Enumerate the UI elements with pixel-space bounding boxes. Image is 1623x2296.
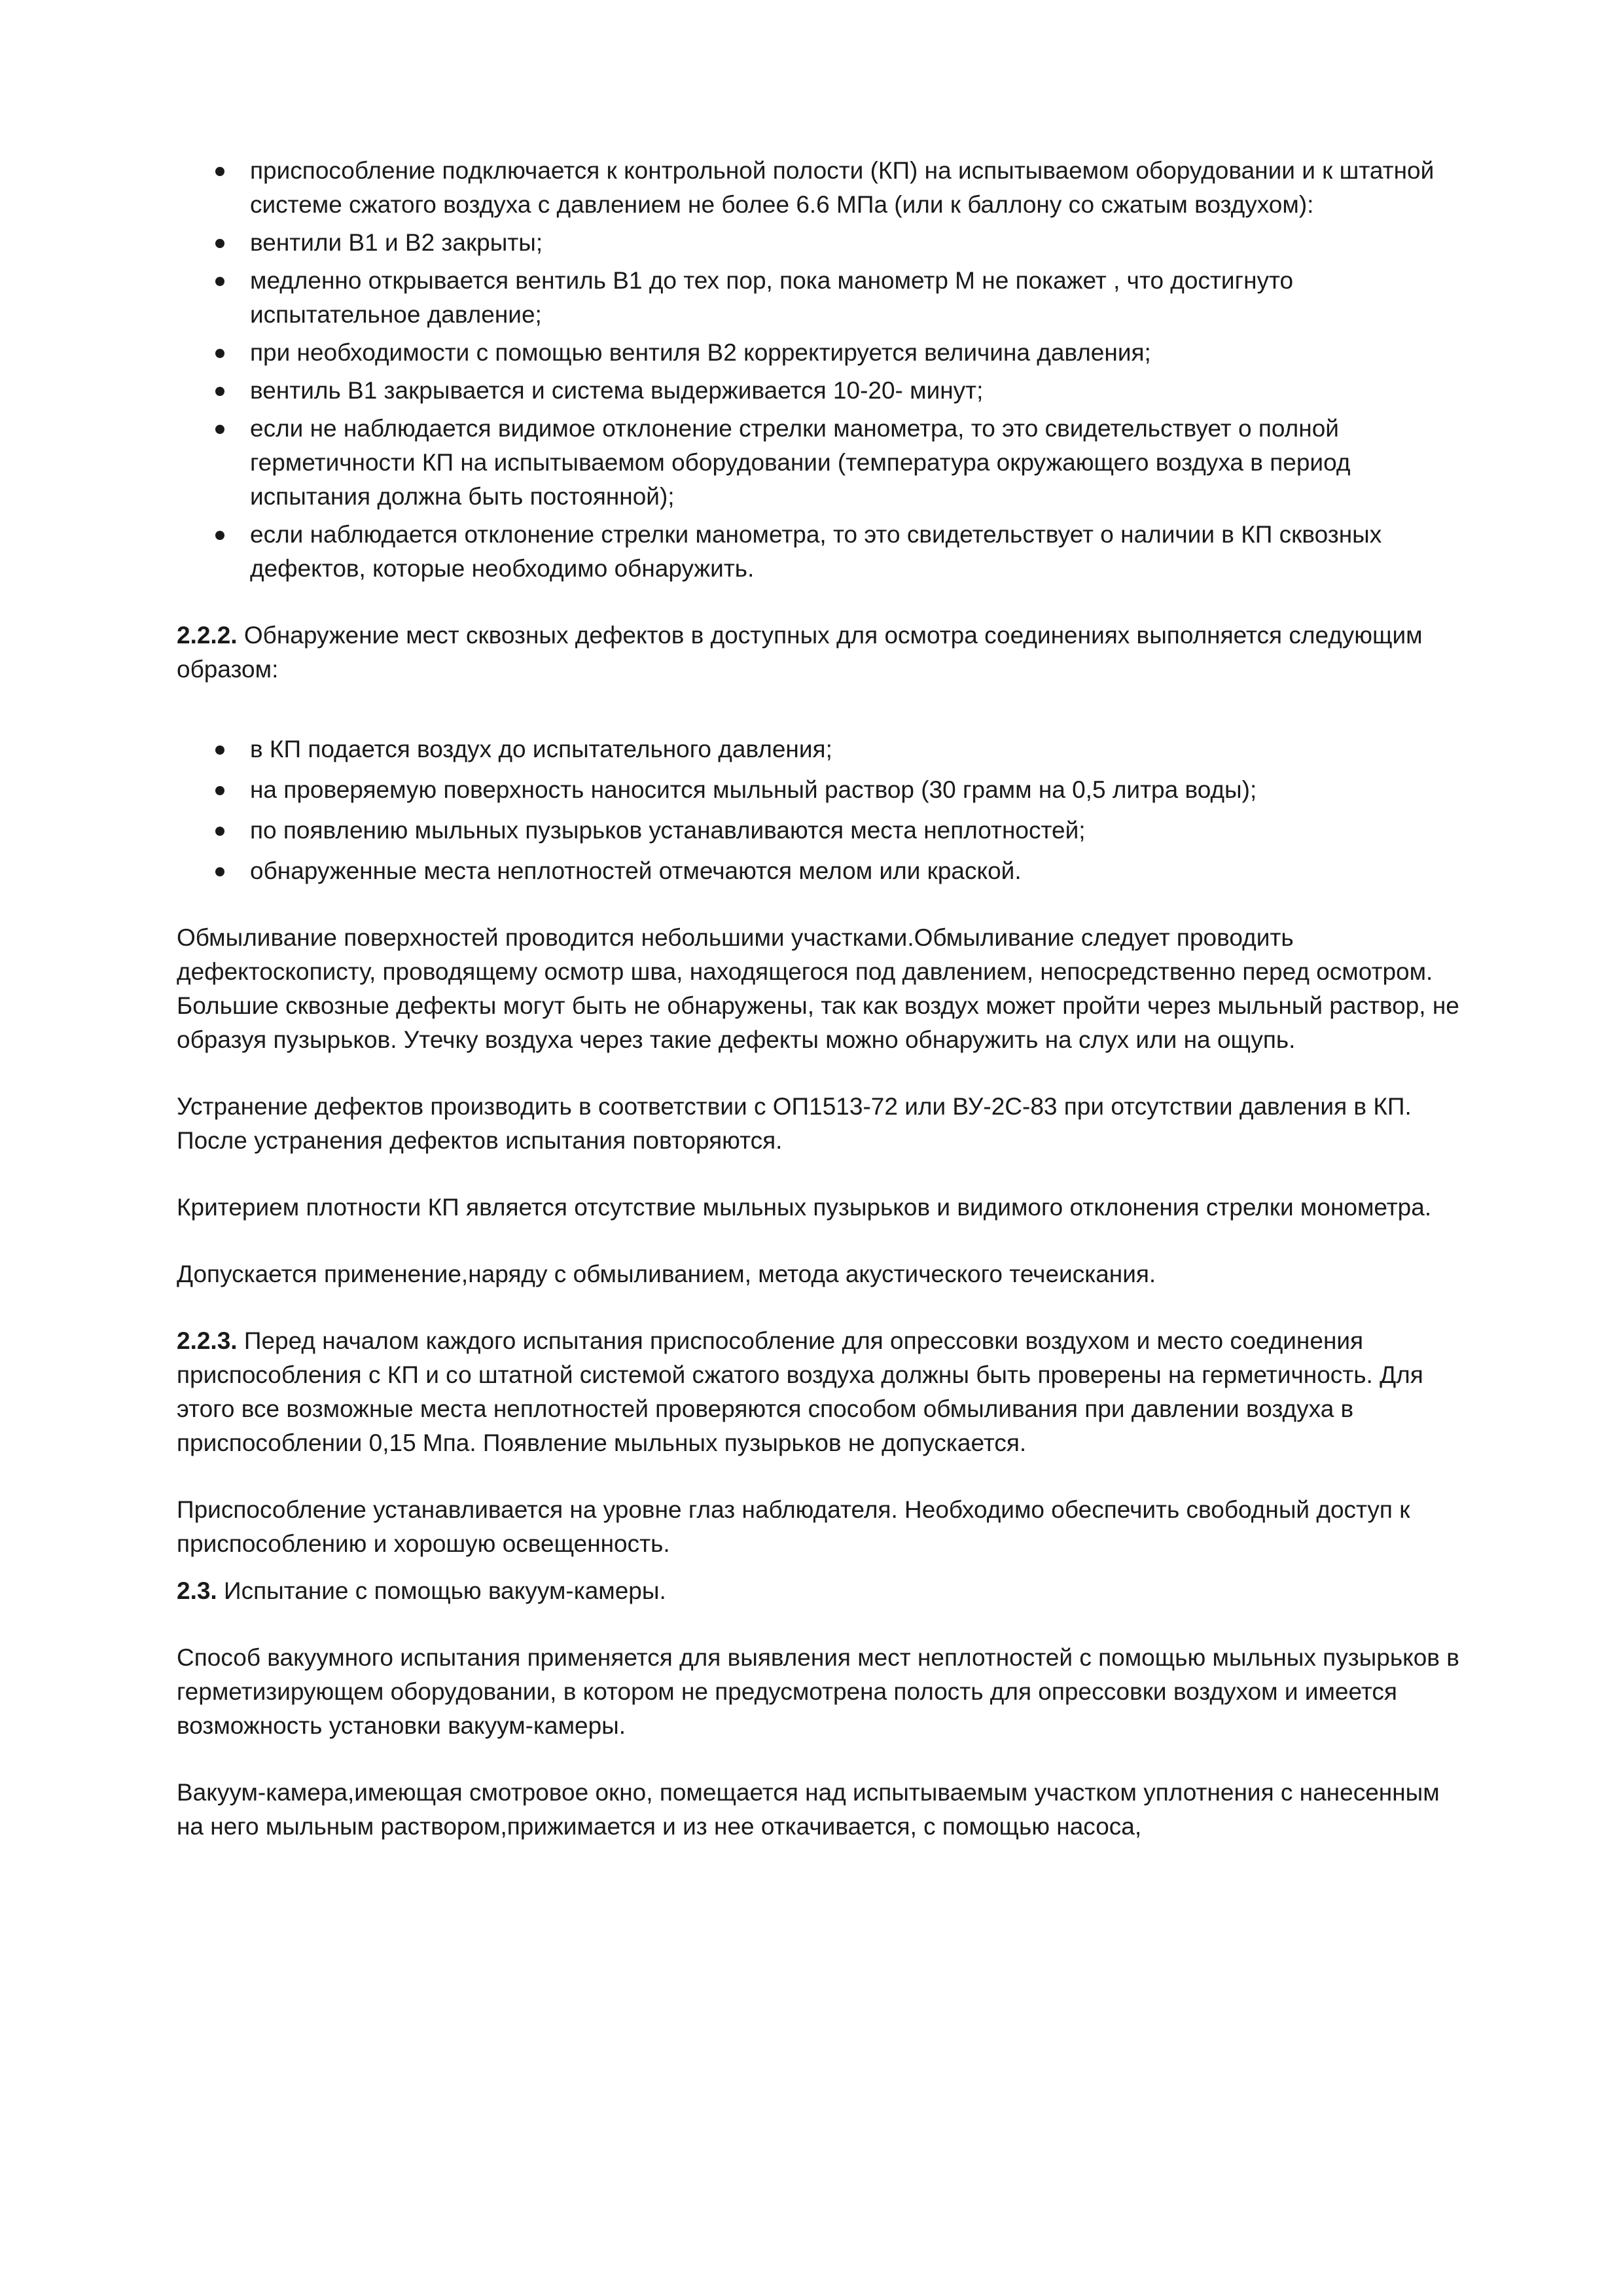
section-number: 2.3. — [177, 1577, 217, 1604]
section-2-3 — [177, 1574, 1459, 1608]
paragraph-device-placement: Приспособление устанавливается на уровне глаз наблюдателя. Необходимо обеспечить свободный доступ к приспособлению и хорошую освещенность. — [177, 1496, 1410, 1557]
list-item: если наблюдается отклонение стрелки манометра, то это свидетельствует о наличии в КП сквозных дефектов, которые необходимо обнаружить. — [177, 518, 1459, 586]
section-number: 2.2.3. — [177, 1327, 238, 1354]
list-item: приспособление подключается к контрольной полости (КП) на испытываемом оборудовании и к штатной системе сжатого воздуха с давлением не более 6.6 МПа (или к баллону со сжатым воздухом): — [177, 154, 1459, 222]
defect-detection-list — [177, 732, 1459, 888]
section-text: Перед началом каждого испытания приспособление для опрессовки воздухом и место соединения приспособления с КП и со штатной системой сжатого воздуха должны быть проверены на герметичность. Для этого все возможные места неплотностей проверяются способом обмыливания при давлении воздуха в приспособлении 0,15 Мпа. Появление мыльных пузырьков не допускается. — [177, 1327, 1423, 1456]
list-item: в КП подается воздух до испытательного давления; — [177, 732, 1459, 766]
section-2-2-3 — [177, 1324, 1459, 1460]
section-text: Испытание с помощью вакуум-камеры. — [217, 1577, 666, 1604]
list-item: обнаруженные места неплотностей отмечаются мелом или краской. — [177, 854, 1459, 888]
section-2-2-2 — [177, 619, 1459, 687]
list-item: если не наблюдается видимое отклонение стрелки манометра, то это свидетельствует о полной герметичности КП на испытываемом оборудовании (температура окружающего воздуха в период испытания должна быть постоянной); — [177, 412, 1459, 514]
paragraph-soaping: Обмыливание поверхностей проводится небольшими участками.Обмыливание следует проводить дефектоскописту, проводящему осмотр шва, находящегося под давлением, непосредственно перед осмотром. Большие сквозные дефекты могут быть не обнаружены, так как воздух может пройти через мыльный раствор, не образуя пузырьков. Утечку воздуха через такие дефекты можно обнаружить на слух или на ощупь. — [177, 924, 1459, 1053]
list-item: по появлению мыльных пузырьков устанавливаются места неплотностей; — [177, 814, 1459, 848]
list-item: при необходимости с помощью вентиля В2 корректируется величина давления; — [177, 336, 1459, 370]
section-text: Обнаружение мест сквозных дефектов в доступных для осмотра соединениях выполняется следующим образом: — [177, 622, 1423, 683]
document-body — [177, 154, 1459, 1876]
section-number: 2.2.2. — [177, 622, 238, 649]
paragraph-acoustic-method: Допускается применение,наряду с обмыливанием, метода акустического течеискания. — [177, 1261, 1156, 1287]
list-item: вентили В1 и В2 закрыты; — [177, 226, 1459, 260]
paragraph-defect-removal: Устранение дефектов производить в соответствии с ОП1513-72 или ВУ-2С-83 при отсутствии давления в КП. После устранения дефектов испытания повторяются. — [177, 1093, 1412, 1154]
paragraph-vacuum-chamber: Вакуум-камера,имеющая смотровое окно, помещается над испытываемым участком уплотнения с нанесенным на него мыльным раствором,прижимается и из нее откачивается, с помощью насоса, — [177, 1779, 1440, 1840]
list-item: медленно открывается вентиль В1 до тех пор, пока манометр М не покажет , что достигнуто испытательное давление; — [177, 264, 1459, 332]
procedure-list — [177, 154, 1459, 586]
list-item: вентиль В1 закрывается и система выдерживается 10-20- минут; — [177, 374, 1459, 408]
paragraph-vacuum-method: Способ вакуумного испытания применяется для выявления мест неплотностей с помощью мыльных пузырьков в герметизирующем оборудовании, в котором не предусмотрена полость для опрессовки воздухом и имеется возможность установки вакуум-камеры. — [177, 1644, 1459, 1739]
paragraph-density-criterion: Критерием плотности КП является отсутствие мыльных пузырьков и видимого отклонения стрелки монометра. — [177, 1194, 1432, 1221]
list-item: на проверяемую поверхность наносится мыльный раствор (30 грамм на 0,5 литра воды); — [177, 773, 1459, 807]
